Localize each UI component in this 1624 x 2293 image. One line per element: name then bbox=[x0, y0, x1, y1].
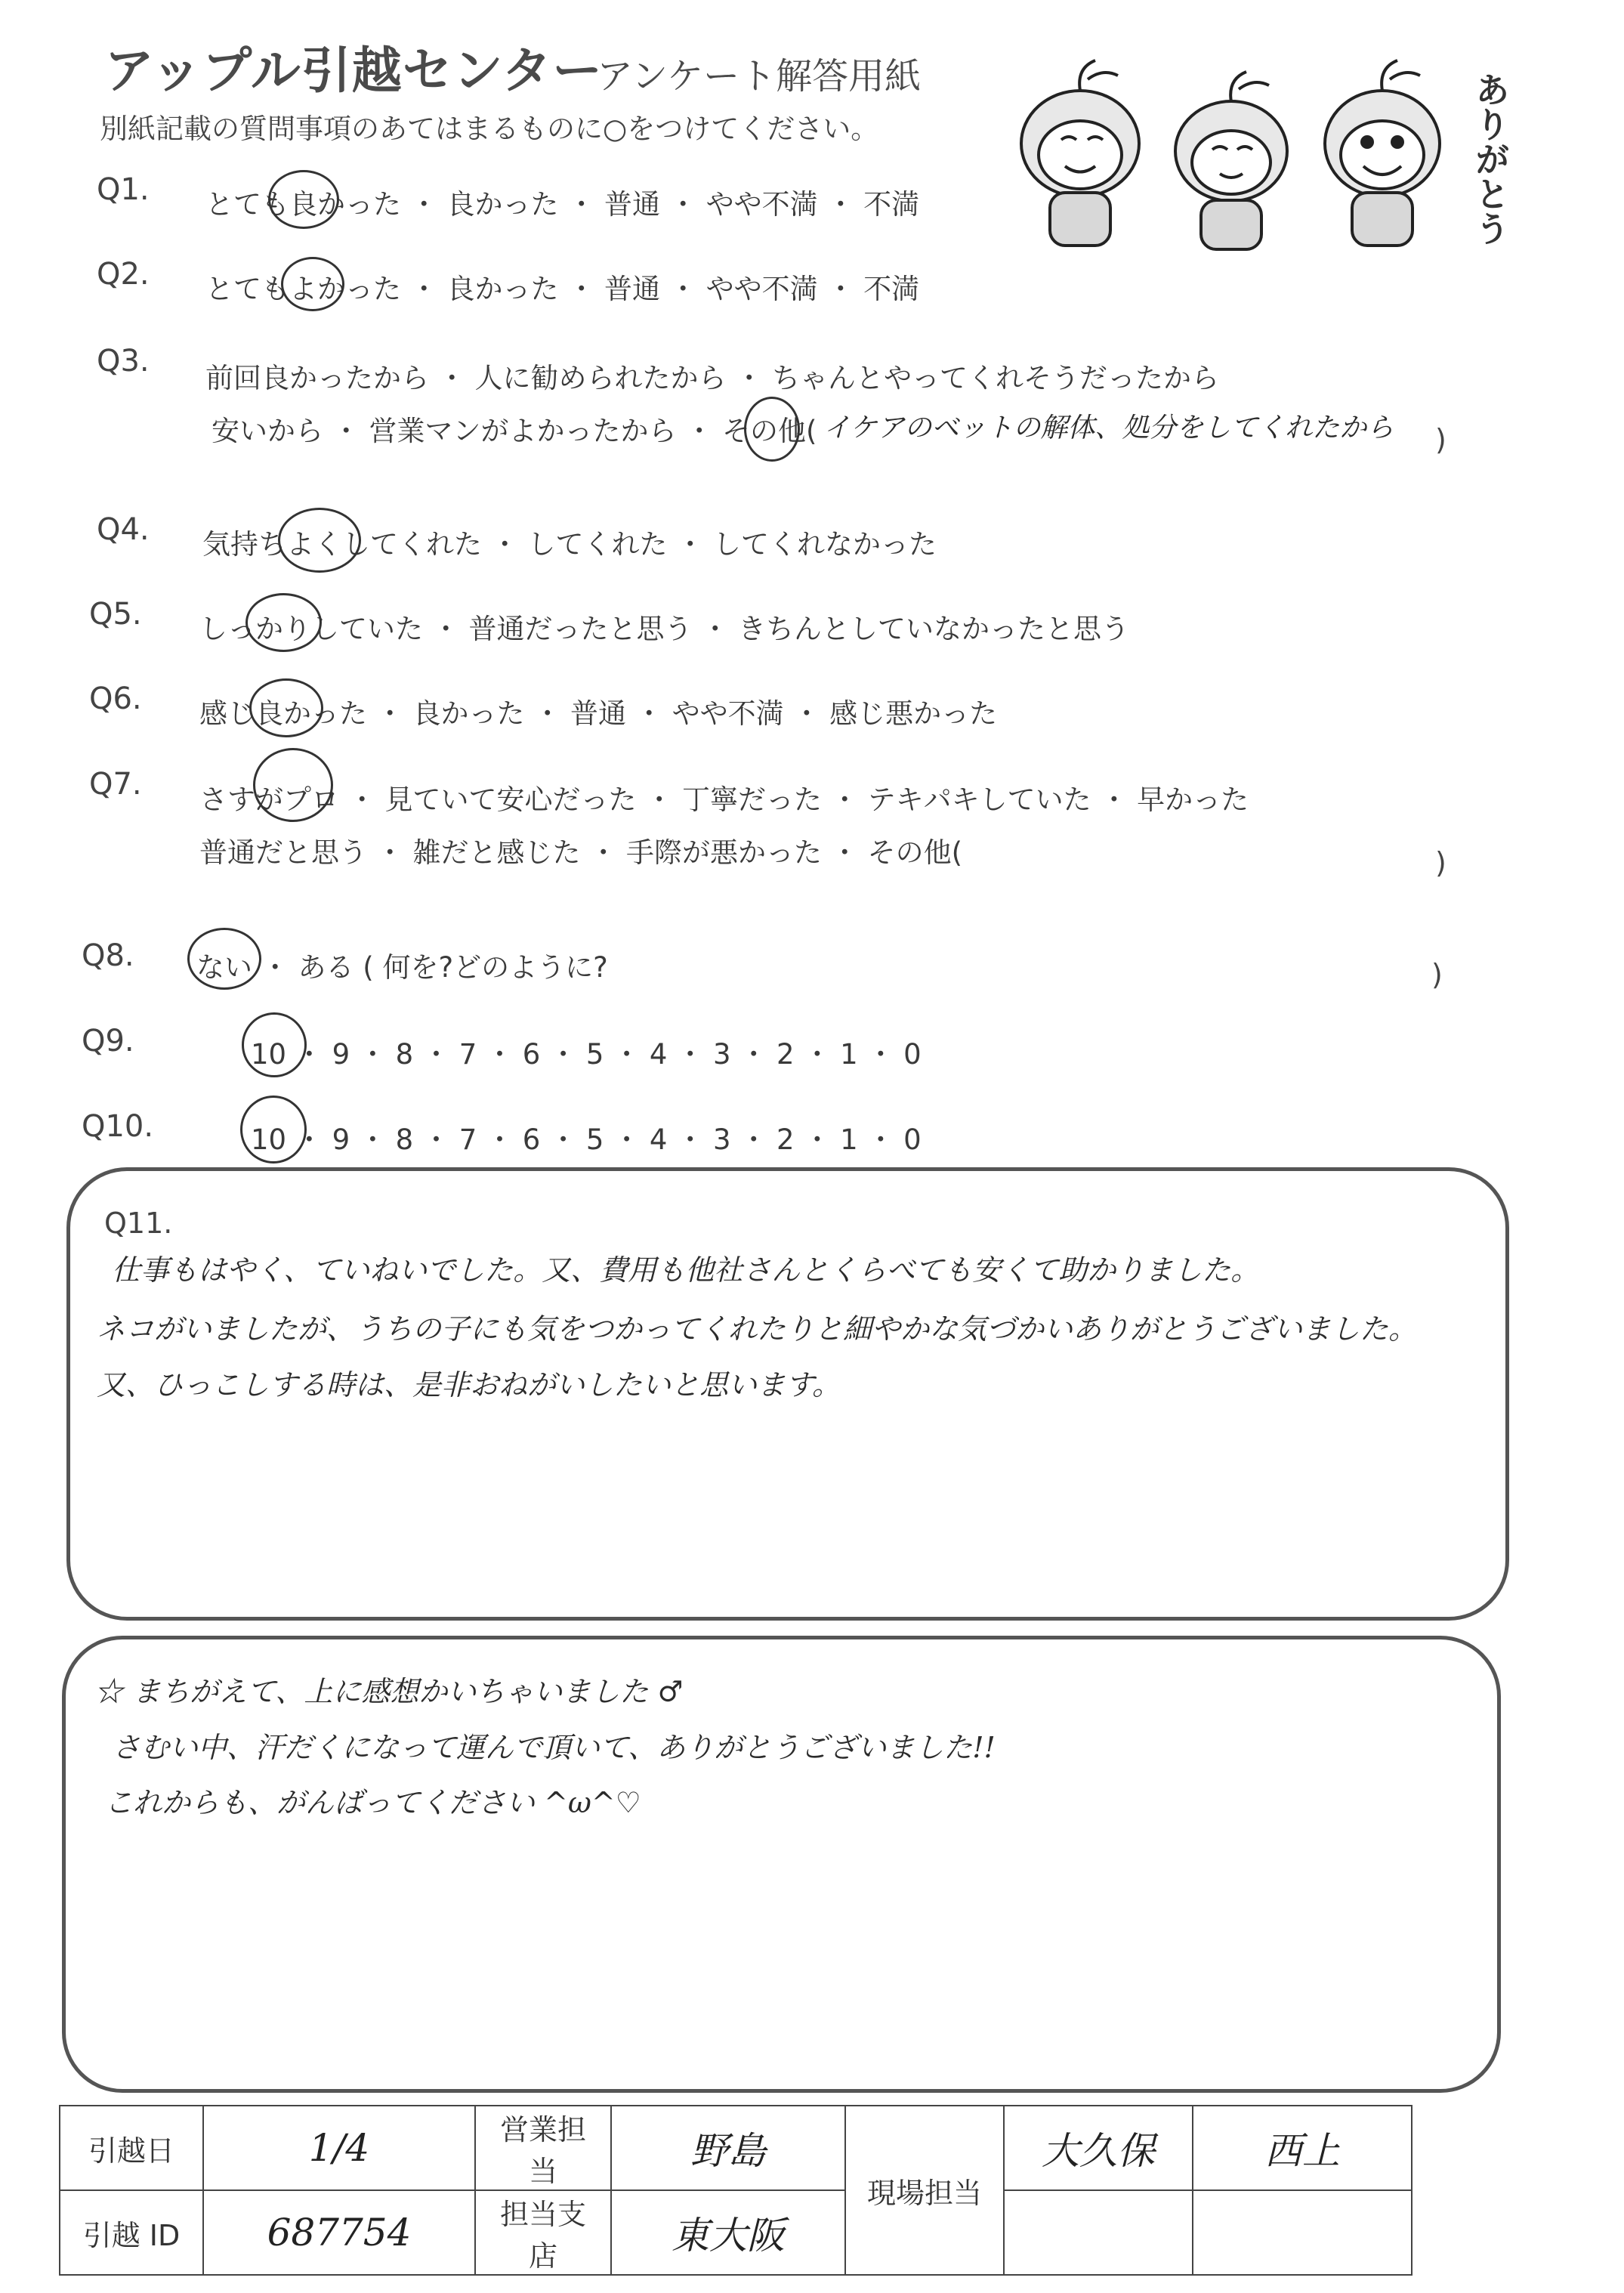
q8-label: Q8. bbox=[82, 938, 134, 973]
form-subtitle: アンケート解答用紙 bbox=[597, 55, 922, 97]
q3-options-line2: 安いから ・ 営業マンがよかったから ・ その他( bbox=[211, 415, 817, 447]
note-line1: ☆ まちがえて、上に感想かいちゃいました ♂ bbox=[94, 1675, 684, 1708]
field-staff-1: 大久保 bbox=[1004, 2106, 1193, 2190]
field-staff-empty-1 bbox=[1004, 2190, 1193, 2275]
q2-label: Q2. bbox=[97, 257, 150, 292]
q5-options: しっかりしていた ・ 普通だったと思う ・ きちんとしていなかったと思う bbox=[199, 613, 1130, 645]
branch-value: 東大阪 bbox=[611, 2190, 845, 2275]
q9-label: Q9. bbox=[82, 1024, 134, 1058]
q4-options: 気持ちよくしてくれた ・ してくれた ・ してくれなかった bbox=[202, 528, 937, 561]
sales-value: 野島 bbox=[611, 2106, 845, 2190]
q3-label: Q3. bbox=[97, 344, 150, 379]
brand-title: アップル引越センター bbox=[104, 42, 604, 100]
q5-label: Q5. bbox=[89, 597, 142, 632]
q1-label: Q1. bbox=[97, 172, 150, 207]
q6-answer-circle bbox=[249, 678, 323, 737]
q6-label: Q6. bbox=[89, 681, 142, 716]
q1-answer-circle bbox=[268, 170, 339, 229]
q7-answer-circle bbox=[253, 748, 333, 822]
q10-scale: 10 ・ 9 ・ 8 ・ 7 ・ 6 ・ 5 ・ 4 ・ 3 ・ 2 ・ 1 ・ 0 bbox=[251, 1123, 922, 1156]
q11-comment-line3: 又、ひっこしする時は、是非おねがいしたいと思います。 bbox=[97, 1368, 841, 1401]
q5-answer-circle bbox=[245, 593, 322, 652]
q2-options: とてもよかった ・ 良かった ・ 普通 ・ やや不満 ・ 不満 bbox=[205, 273, 920, 305]
q8-close-paren: ) bbox=[1431, 958, 1443, 991]
move-date-label: 引越日 bbox=[60, 2106, 203, 2190]
staff-info-table bbox=[59, 2105, 1413, 2276]
q4-label: Q4. bbox=[97, 512, 150, 547]
move-id-label: 引越 ID bbox=[60, 2190, 203, 2275]
field-staff-label: 現場担当 bbox=[845, 2106, 1004, 2275]
q10-label: Q10. bbox=[82, 1109, 154, 1144]
q11-comment-line2: ネコがいましたが、うちの子にも気をつかってくれたりと細やかな気づかいありがとうございました。 bbox=[97, 1312, 1418, 1346]
note-line2: さむい中、汗だくになって運んで頂いて、ありがとうございました!! bbox=[112, 1731, 996, 1764]
q3-handwritten-other: イケアのベットの解体、処分をしてくれたから bbox=[823, 413, 1394, 443]
instruction-text: 別紙記載の質問事項のあてはまるものに○をつけてください。 bbox=[100, 113, 879, 145]
q8-answer-circle bbox=[187, 928, 261, 990]
q1-options: とても良かった ・ 良かった ・ 普通 ・ やや不満 ・ 不満 bbox=[205, 188, 920, 221]
thanks-vertical-text: ありがとう bbox=[1470, 72, 1511, 246]
q2-answer-circle bbox=[281, 257, 344, 311]
q7-options-line2: 普通だと思う ・ 雑だと感じた ・ 手際が悪かった ・ その他( bbox=[199, 836, 963, 869]
move-date-value: 1/4 bbox=[203, 2106, 475, 2190]
q4-answer-circle bbox=[278, 508, 361, 573]
q3-options-line1: 前回良かったから ・ 人に勧められたから ・ ちゃんとやってくれそうだったから bbox=[205, 362, 1220, 394]
mascot-illustration bbox=[997, 45, 1465, 264]
field-staff-empty-2 bbox=[1193, 2190, 1412, 2275]
sales-label: 営業担当 bbox=[475, 2106, 611, 2190]
q7-options-line1: さすがプロ ・ 見ていて安心だった ・ 丁寧だった ・ テキパキしていた ・ 早かった bbox=[199, 783, 1249, 816]
q8-options: ない ・ ある ( 何を?どのように? bbox=[196, 951, 608, 984]
q10-answer-circle bbox=[240, 1096, 307, 1163]
q9-scale: 10 ・ 9 ・ 8 ・ 7 ・ 6 ・ 5 ・ 4 ・ 3 ・ 2 ・ 1 ・ 0 bbox=[251, 1038, 922, 1071]
q11-label: Q11. bbox=[104, 1207, 173, 1240]
q3-answer-circle bbox=[744, 397, 800, 462]
q3-close-paren: ) bbox=[1435, 423, 1446, 456]
q6-options: 感じ良かった ・ 良かった ・ 普通 ・ やや不満 ・ 感じ悪かった bbox=[199, 697, 998, 730]
q11-comment-line1: 仕事もはやく、ていねいでした。又、費用も他社さんとくらべても安くて助かりました。 bbox=[112, 1253, 1260, 1287]
q7-close-paren: ) bbox=[1435, 846, 1446, 879]
q9-answer-circle bbox=[242, 1012, 307, 1077]
q7-label: Q7. bbox=[89, 767, 142, 802]
note-line3: これからも、がんばってください ^ω^♡ bbox=[104, 1786, 641, 1819]
move-id-value: 687754 bbox=[203, 2190, 475, 2275]
field-staff-2: 西上 bbox=[1193, 2106, 1412, 2190]
branch-label: 担当支店 bbox=[475, 2190, 611, 2275]
